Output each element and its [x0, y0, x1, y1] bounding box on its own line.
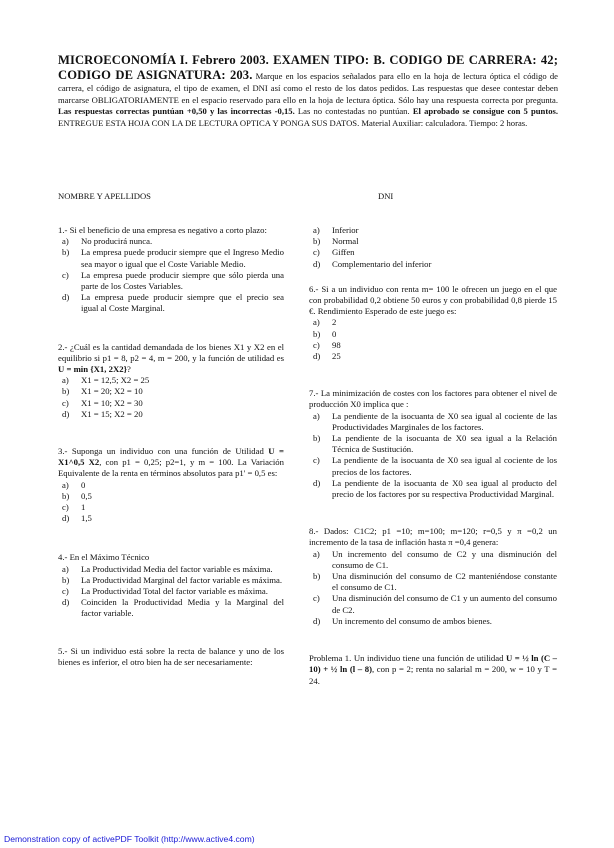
question-stem: 7.- La minimización de costes con los factores para obtener el nivel de producción X0 implica que : — [309, 388, 557, 410]
option-text: X1 = 12,5; X2 = 25 — [81, 375, 150, 386]
option-letter: a) — [313, 410, 320, 421]
answer-option — [58, 491, 284, 502]
option-letter: b) — [62, 574, 70, 585]
answer-option — [309, 549, 557, 571]
option-letter: d) — [313, 351, 321, 362]
question-stem: 1.- Si el beneficio de una empresa es negativo a corto plazo: — [58, 225, 267, 235]
option-text: 98 — [332, 339, 341, 350]
answer-option — [58, 375, 284, 386]
answer-option — [309, 329, 557, 340]
question-stem: 6.- Si a un individuo con renta m= 100 le ofrecen un juego en el que con probabilidad 0,2 obtiene 50 euros y con probabilidad 0,8 pierde 15 €. Rendimiento Esperado de este juego es: — [309, 283, 557, 317]
answer-option — [309, 236, 557, 247]
question-stem-text: 2.- ¿Cuál es la cantidad demandada de los bienes X1 y X2 en el equilibrio si p1 = 8, p2 = 4, m = 200, y la función de utilidad es — [58, 341, 284, 363]
answer-option — [58, 292, 284, 314]
option-letter: b) — [313, 571, 321, 582]
option-letter: b) — [313, 236, 321, 247]
question-stem-text: , con p1 = 0,25; p2=1, y m = 100. La Variación Equivalente de la renta en términos absolutos para p1' = 0,5 es: — [58, 457, 284, 479]
option-letter: d) — [62, 513, 70, 524]
answer-option — [58, 513, 284, 524]
option-text: Coinciden la Productividad Media y la Marginal del factor variable. — [81, 597, 284, 619]
option-letter: a) — [62, 479, 69, 490]
answer-option — [309, 411, 557, 433]
answer-option — [309, 340, 557, 351]
question-block — [58, 552, 284, 619]
exam-intro: Marque en los espacios señalados para ello en la hoja de lectura óptica el código de carrera, el código de asignatura, el tipo de examen, el DNI así como el resto de los datos pedidos. Las respuestas que desee contestar deben marcarse OBLIGATORIAMENTE en el espacio reservado para ello en la hoja de lectura óptica. Sólo hay una respuesta correcta por pregunta. — [58, 71, 558, 105]
question-block — [58, 342, 284, 420]
option-text: La pendiente de la isocuanta de X0 sea igual al cociente de las Productividades Marginales de los factores. — [332, 410, 557, 432]
option-text: 1 — [81, 502, 86, 513]
option-text: Normal — [332, 236, 359, 247]
question-stem: 5.- Si un individuo está sobre la recta de balance y uno de los bienes es inferior, el otro bien ha de ser necesariamente: — [58, 645, 284, 667]
question-formula: U = X1^0,5 X2 — [58, 446, 284, 468]
question-stem — [58, 446, 284, 480]
approval-rule: El aprobado se consigue con 5 puntos. — [412, 106, 558, 117]
option-text: X1 = 10; X2 = 30 — [81, 397, 143, 408]
option-text: 1,5 — [81, 513, 92, 524]
option-letter: b) — [313, 433, 321, 444]
option-text: La Productividad Media del factor variable es máxima. — [81, 563, 273, 574]
answer-option — [58, 586, 284, 597]
option-text: La Productividad Total del factor variable es máxima. — [81, 586, 268, 597]
option-letter: d) — [62, 408, 70, 419]
question-block — [309, 225, 557, 270]
option-letter: b) — [313, 328, 321, 339]
question-block — [58, 646, 284, 668]
question-stem-text: Problema 1. Un individuo tiene una función de utilidad — [309, 653, 506, 664]
option-text: Inferior — [332, 225, 359, 235]
exam-header — [58, 53, 558, 129]
answer-option — [58, 480, 284, 491]
option-letter: a) — [62, 375, 69, 386]
option-text: 2 — [332, 317, 337, 328]
option-letter: c) — [313, 247, 320, 258]
option-text: 0,5 — [81, 490, 92, 501]
question-block — [309, 526, 557, 627]
right-question-column — [309, 225, 557, 687]
option-text: Complementario del inferior — [332, 258, 432, 269]
option-text: Un incremento del consumo de ambos bienes. — [332, 615, 492, 626]
option-text: La empresa puede producir siempre que sólo pierda una parte de los Costes Variables. — [81, 269, 284, 292]
option-letter: c) — [62, 397, 69, 408]
answer-option — [58, 398, 284, 409]
exam-title: MICROECONOMÍA I. Febrero 2003. EXAMEN TIPO: B. CODIGO DE CARRERA: 42; CODIGO DE ASIGNATURA: 203. — [58, 53, 558, 82]
option-letter: b) — [62, 247, 70, 258]
option-letter: a) — [313, 225, 320, 235]
question-stem: 8.- Dados: C1C2; p1 =10; m=100; m=120; r=0,5 y π =0,2 un incremento de la tasa de inflación hasta π =0,4 genera: — [309, 526, 557, 548]
option-letter: b) — [62, 386, 70, 397]
dni-label: DNI — [378, 191, 394, 201]
demo-watermark-footer: Demonstration copy of activePDF Toolkit (http://www.active4.com) — [4, 834, 255, 844]
option-letter: c) — [313, 593, 320, 604]
answer-option — [58, 386, 284, 397]
option-text: La pendiente de la isocuanta de X0 sea igual al producto del precio de los factores por su respectiva Productividad Marginal. — [332, 477, 557, 500]
option-letter: c) — [62, 269, 69, 280]
scoring-rest: Las no contestadas no puntúan. — [297, 106, 410, 117]
answer-option — [58, 270, 284, 292]
option-letter: a) — [62, 236, 69, 247]
question-block — [58, 225, 284, 315]
name-label: NOMBRE Y APELLIDOS — [58, 191, 151, 201]
question-block — [309, 388, 557, 500]
option-letter: d) — [313, 258, 321, 269]
option-text: X1 = 20; X2 = 10 — [81, 386, 143, 397]
option-letter: b) — [62, 490, 70, 501]
option-text: La Productividad Marginal del factor variable es máxima. — [81, 574, 283, 585]
option-text: La pendiente de la isocuanta de X0 sea igual al cociente de los precios de los factores. — [332, 455, 557, 477]
answer-option — [58, 409, 284, 420]
answer-option — [309, 571, 557, 593]
option-letter: c) — [62, 586, 69, 597]
option-text: Giffen — [332, 247, 355, 258]
answer-option — [58, 575, 284, 586]
question-stem — [309, 653, 557, 687]
option-text: La pendiente de la isocuanta de X0 sea igual a la Relación Técnica de Sustitución. — [332, 433, 557, 455]
option-letter: d) — [313, 477, 321, 488]
question-block — [58, 446, 284, 524]
option-letter: c) — [313, 455, 320, 466]
answer-option — [309, 433, 557, 455]
question-block — [309, 653, 557, 687]
answer-option — [58, 247, 284, 269]
answer-option — [309, 593, 557, 615]
option-letter: a) — [313, 317, 320, 328]
option-text: 25 — [332, 351, 341, 362]
return-instruction: ENTREGUE ESTA HOJA CON LA DE LECTURA OPTICA Y PONGA SUS DATOS. — [58, 117, 360, 128]
answer-option — [309, 225, 557, 236]
answer-option — [309, 455, 557, 477]
answer-option — [58, 597, 284, 619]
option-letter: d) — [62, 597, 70, 608]
question-stem-text: , con p = 2; renta no salarial m = 200, w = 10 y T = 24. — [309, 664, 557, 686]
answer-option — [309, 478, 557, 500]
scoring-rule: Las respuestas correctas puntúan +0,50 y las incorrectas -0,15. — [58, 106, 295, 117]
option-letter: c) — [313, 339, 320, 350]
answer-option — [309, 351, 557, 362]
left-question-column — [58, 225, 284, 668]
option-letter: d) — [62, 292, 70, 303]
option-letter: a) — [313, 548, 320, 559]
student-info-row — [58, 191, 558, 201]
question-formula: U = ½ ln (C – 10) + ½ ln (l – 8) — [309, 653, 558, 675]
answer-option — [309, 616, 557, 627]
option-text: La empresa puede producir siempre que el precio sea igual al Coste Marginal. — [81, 292, 284, 314]
option-text: La empresa puede producir siempre que el Ingreso Medio sea mayor o igual que el Coste Variable Medio. — [81, 247, 284, 269]
answer-option — [309, 317, 557, 328]
option-text: Una disminución del consumo de C1 y un aumento del consumo de C2. — [332, 593, 557, 615]
answer-option — [58, 502, 284, 513]
question-stem: 4.- En el Máximo Técnico — [58, 552, 150, 563]
option-text: Una disminución del consumo de C2 manteniéndose constante el consumo de C1. — [332, 571, 557, 593]
answer-option — [58, 564, 284, 575]
question-formula: U = min {X1, 2X2} — [58, 364, 127, 375]
option-text: X1 = 15; X2 = 20 — [81, 408, 143, 419]
option-letter: c) — [62, 502, 69, 513]
question-stem-text: 3.- Suponga un individuo con una función de Utilidad — [58, 446, 269, 457]
question-stem-text: ? — [127, 364, 131, 375]
option-letter: d) — [313, 615, 321, 626]
option-text: Un incremento del consumo de C2 y una disminución del consumo de C1. — [332, 548, 557, 570]
answer-option — [309, 259, 557, 270]
option-letter: a) — [62, 563, 69, 574]
option-text: 0 — [332, 328, 337, 339]
question-stem — [58, 342, 284, 376]
question-block — [309, 284, 557, 362]
answer-option — [309, 247, 557, 258]
option-text: 0 — [81, 479, 86, 490]
material-note: Material Auxiliar: calculadora. Tiempo: 2 horas. — [361, 117, 528, 128]
answer-option — [58, 236, 284, 247]
option-text: No producirá nunca. — [81, 236, 153, 247]
